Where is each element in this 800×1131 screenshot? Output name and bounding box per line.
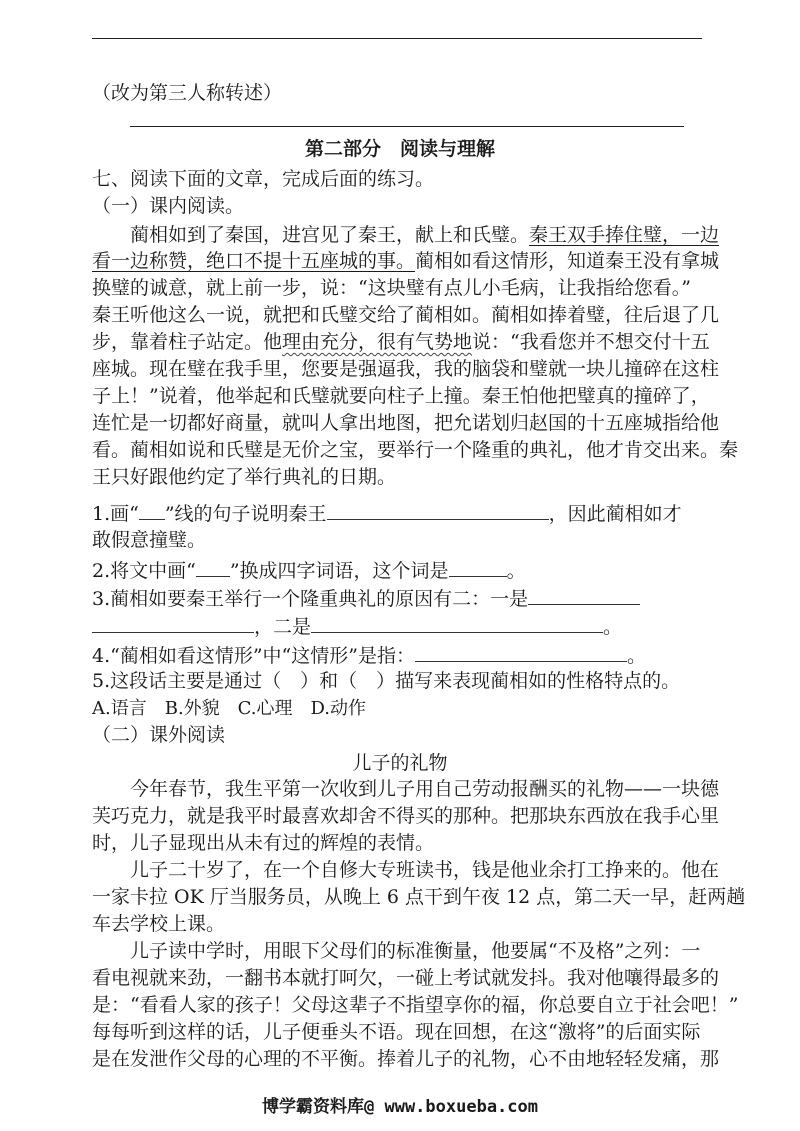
question-7-heading: 七、阅读下面的文章，完成后面的练习。 xyxy=(92,168,435,190)
q2-answer-blank[interactable] xyxy=(449,556,507,577)
underlined-sentence-cont: 看一边称赞，绝口不提十五座城的事。 xyxy=(92,250,416,272)
sample-wavy-mark xyxy=(196,556,230,577)
passage2-p2-line-3: 车去学校上课。 xyxy=(92,913,226,935)
section-1-heading: （一）课内阅读。 xyxy=(92,195,245,217)
passage1-line-6: 座城。现在璧在我手里，您要是强逼我，我的脑袋和璧就一块儿撞碎在这柱 xyxy=(92,358,720,380)
answer-line-rule xyxy=(130,126,684,127)
question-2 xyxy=(92,556,526,584)
q3-text: 3.蔺相如要秦王举行一个隆重典礼的原因有二：一是 xyxy=(92,588,529,610)
q1-text: 1.画“ xyxy=(92,503,139,525)
q2-text: 。 xyxy=(506,560,526,582)
question-5-options: A.语言 B.外貌 C.心理 D.动作 xyxy=(92,698,367,719)
passage1-line-3: 换璧的诚意，就上前一步，说：“这块璧有点儿小毛病，让我指给您看。” xyxy=(92,277,691,299)
passage1-text: 步，靠着柱子站定。他 xyxy=(92,331,283,353)
passage2-p3-line-1: 儿子读中学时，用眼下父母们的标准衡量，他要属“不及格”之列：一 xyxy=(130,940,701,962)
passage2-p1-line-3: 时，儿子显现出从未有过的辉煌的表情。 xyxy=(92,832,435,854)
passage1-line-4: 秦王听他这么一说，就把和氏璧交给了蔺相如。蔺相如捧着璧，往后退了几 xyxy=(92,304,720,326)
top-note: （改为第三人称转述） xyxy=(92,82,283,104)
passage2-p3-line-2: 看电视就来劲，一翻书本就打呵欠，一碰上考试就发抖。我对他嚷得最多的 xyxy=(92,967,720,989)
passage2-p1-line-2: 芙巧克力，就是我平时最喜欢却舍不得买的那种。把那块东西放在我手心里 xyxy=(92,805,720,827)
passage1-line-10: 王只好跟他约定了举行典礼的日期。 xyxy=(92,466,397,488)
q3-answer-blank-2[interactable] xyxy=(311,612,603,633)
passage1-line-8: 连忙是一切都好商量，就叫人拿出地图，把允诺划归赵国的十五座城指给他 xyxy=(92,412,720,434)
passage1-line-9: 看。蔺相如说和氏璧是无价之宝，要举行一个隆重的典礼，他才肯交出来。秦 xyxy=(92,439,739,461)
question-1 xyxy=(92,499,682,527)
q4-text: 4.“蔺相如看这情形”中“这情形”是指： xyxy=(92,645,415,667)
passage2-p2-line-2: 一家卡拉 OK 厅当服务员，从晚上 6 点干到午夜 12 点，第二天一早，赶两趟 xyxy=(92,886,746,908)
q4-answer-blank[interactable] xyxy=(415,641,627,662)
question-3-cont xyxy=(92,612,622,640)
top-rule xyxy=(92,38,702,39)
sample-underline xyxy=(139,499,165,520)
part-title: 第二部分 阅读与理解 xyxy=(304,138,495,160)
passage2-p3-line-3: 是：“看看人家的孩子！父母这辈子不指望享你的福，你总要自立于社会吧！” xyxy=(92,994,739,1016)
q3-text: ，二是 xyxy=(254,616,312,638)
passage2-p3-line-5: 是在发泄作父母的心理的不平衡。捧着儿子的礼物，心不由地轻轻发痛，那 xyxy=(92,1048,720,1070)
q2-text: 2.将文中画“ xyxy=(92,560,196,582)
story-title: 儿子的礼物 xyxy=(352,752,448,774)
passage2-p3-line-4: 每每听到这样的话，儿子便垂头不语。现在回想，在这“激将”的后面实际 xyxy=(92,1021,701,1043)
passage1-text: 说：“我看您并不想交付十五 xyxy=(472,331,710,353)
question-4 xyxy=(92,641,646,669)
question-5: 5.这段话主要是通过（ ）和（ ）描写来表现蔺相如的性格特点的。 xyxy=(92,670,681,692)
passage1-line-1 xyxy=(130,222,719,248)
q3-answer-blank-1[interactable] xyxy=(528,584,640,605)
q2-text: ”换成四字词语，这个词是 xyxy=(229,560,449,582)
passage1-line-5 xyxy=(92,329,710,355)
q3-text: 。 xyxy=(603,616,623,638)
q1-text: ，因此蔺相如才 xyxy=(548,503,682,525)
q4-text: 。 xyxy=(626,645,646,667)
passage2-p1-line-1: 今年春节，我生平第一次收到儿子用自己劳动报酬买的礼物——一块德 xyxy=(130,778,720,800)
q1-text: ”线的句子说明秦王 xyxy=(164,503,327,525)
passage1-text: 蔺相如到了秦国，进宫见了秦王，献上和氏璧。 xyxy=(130,224,530,246)
passage1-line-2 xyxy=(92,248,719,274)
underlined-sentence: 秦王双手捧住璧，一边 xyxy=(529,224,720,246)
passage1-line-7: 子上！”说着，他举起和氏璧就要向柱子上撞。秦王怕他把璧真的撞碎了， xyxy=(92,385,710,407)
q3-answer-blank-1b[interactable] xyxy=(92,612,254,633)
question-1-cont: 敢假意撞璧。 xyxy=(92,529,207,551)
passage2-p2-line-1: 儿子二十岁了，在一个自修大专班读书，钱是他业余打工挣来的。他在 xyxy=(130,859,720,881)
q1-answer-blank[interactable] xyxy=(327,499,549,520)
question-3 xyxy=(92,584,640,612)
footer-watermark: 博学霸资料库@ www.boxueba.com xyxy=(262,1097,538,1117)
passage1-text: 蔺相如看这情形，知道秦王没有拿城 xyxy=(415,250,720,272)
wavy-underlined-phrase: 理由充分，很有气势地 xyxy=(282,331,473,353)
section-2-heading: （二）课外阅读 xyxy=(92,724,226,746)
